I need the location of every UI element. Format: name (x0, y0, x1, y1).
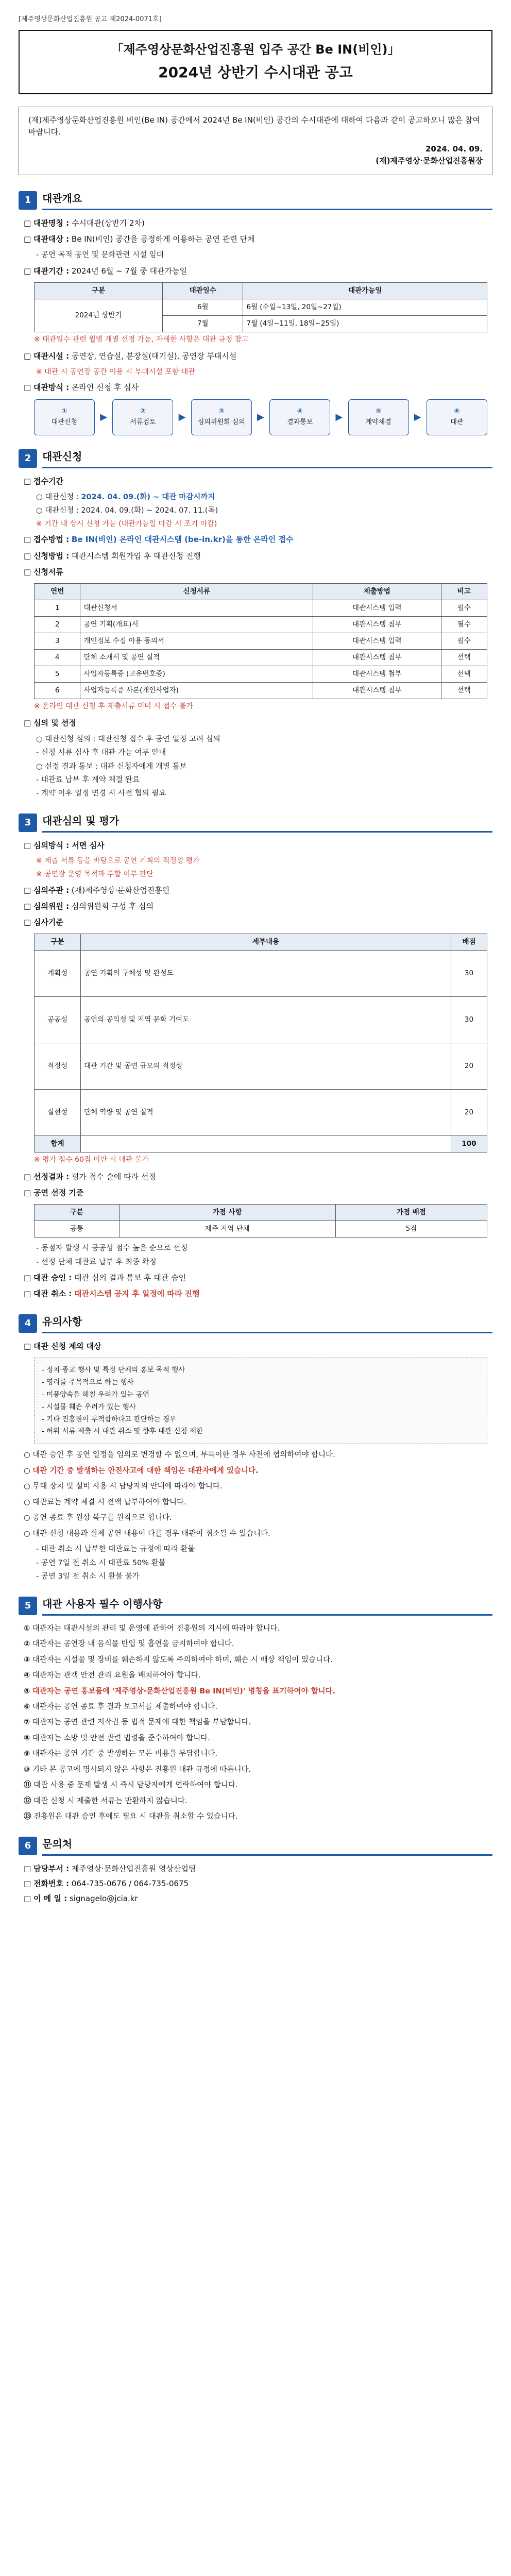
table-row: 1 대관신청서 대관시스템 입력 필수 (35, 600, 487, 617)
list-item: ○ 대관료는 계약 체결 시 전액 납부하여야 합니다. (24, 1498, 186, 1506)
arrow-right-icon: ▶ (257, 411, 264, 422)
s2-sub: ○ 선정 결과 통보 : 대관 신청자에게 개별 통보 (36, 762, 187, 771)
venue-note: ※ 대관 시 공연장 공간 이용 시 부대시설 포함 대관 (36, 367, 195, 376)
list-item: ⑦ 대관자는 공연 관련 저작권 등 법적 문제에 대한 책임을 부담합니다. (24, 1718, 251, 1727)
criteria-footer: ※ 평가 점수 60점 미만 시 대관 불가 (34, 1156, 149, 1164)
s3-row: □ 심의주관 : (재)제주영상·문화산업진흥원 (24, 885, 170, 895)
contact-row: □ 이 메 일 : signagelo@jcia.kr (24, 1894, 138, 1904)
criteria-table: 구분 세부내용 배점 계획성 공연 기획의 구체성 및 완성도 30 공공성 공연의 공익성 및 지역 문화 기여도 30 적정성 대관 기간 및 공연 규모의 적정성 20 실현성 단체 역량 및 공연 실적 20 합계 100 (34, 934, 487, 1153)
s2-sub: ○ 대관신청 심의 : 대관신청 접수 후 공연 일정 고려 심의 (36, 735, 220, 743)
list-item: ○ 대관 기간 중 발생하는 안전사고에 대한 책임은 대관자에게 있습니다. (24, 1466, 259, 1475)
section-5-header (19, 1596, 492, 1616)
period-note: ※ 대관일수 관련 월별 개별 선정 가능, 자세한 사항은 대관 규정 참고 (34, 335, 249, 344)
s4-row: □ 대관 신청 제외 대상 (24, 1341, 101, 1351)
s3-row: □ 대관 취소 : 대관시스템 공지 후 일정에 따라 진행 (24, 1289, 200, 1299)
caution-item: - 허위 서류 제출 시 대관 취소 및 향후 대관 신청 제한 (42, 1427, 203, 1436)
table-row: 3 개인정보 수집 이용 동의서 대관시스템 입력 필수 (35, 633, 487, 649)
s1-row: □ 대관방식 : 온라인 신청 후 심사 (24, 383, 139, 393)
list-item: ⑤ 대관자는 공연 홍보물에 '제주영상·문화산업진흥원 Be IN(비인)' 명칭을 표기하여야 합니다. (24, 1687, 336, 1696)
section-number: 6 (19, 1837, 37, 1855)
bonus-table-wrap (34, 1204, 487, 1238)
s2-sub: - 계약 이후 일정 변경 시 사전 협의 필요 (36, 789, 166, 798)
list-item: ⑧ 대관자는 소방 및 안전 관련 법령을 준수하여야 합니다. (24, 1734, 210, 1742)
flow-step: ⑤ 계약체결 (348, 399, 409, 435)
list-item: ⑨ 대관자는 공연 기간 중 발생하는 모든 비용을 부담합니다. (24, 1750, 217, 1758)
caution-item: - 정치·종교 행사 및 특정 단체의 홍보 목적 행사 (42, 1365, 185, 1374)
s2-sub: - 대관료 납부 후 계약 체결 완료 (36, 776, 140, 784)
contact-row: □ 담당부서 : 제주영상·문화산업진흥원 영상산업팀 (24, 1863, 196, 1873)
table-row: 2 공연 기획(개요)서 대관시스템 첨부 필수 (35, 617, 487, 633)
flow-step: ④ 결과통보 (269, 399, 330, 435)
arrow-right-icon: ▶ (178, 411, 186, 422)
table-row: 2024년 상반기 6월 6월 (수일~13일, 20일~27일) (35, 299, 487, 315)
title-line-1: 「제주영상문화산업진흥원 입주 공간 Be IN(비인)」 (111, 42, 400, 57)
s4-sub: - 공연 7일 전 취소 시 대관료 50% 환불 (36, 1558, 166, 1567)
list-item: ○ 무대 장치 및 설비 사용 시 담당자의 안내에 따라야 합니다. (24, 1482, 223, 1491)
intro-text: (재)제주영상문화산업진흥원 비인(Be IN) 공간에서 2024년 Be IN(비인) 공간의 수시대관에 대하여 다음과 같이 공고하오니 많은 참여 바랍니다. (28, 115, 480, 137)
list-item: ⑪ 대관 사용 중 문제 발생 시 즉시 담당자에게 연락하여야 합니다. (24, 1781, 238, 1790)
list-item: ○ 대관 승인 후 공연 일정을 임의로 변경할 수 없으며, 부득이한 경우 사전에 협의하여야 합니다. (24, 1451, 335, 1460)
s3-row: □ 심의방식 : 서면 심사 (24, 840, 105, 850)
list-item: ⑥ 대관자는 공연 종료 후 결과 보고서를 제출하여야 합니다. (24, 1702, 217, 1711)
arrow-right-icon: ▶ (414, 411, 421, 422)
table-row: 6 사업자등록증 사본(개인사업자) 대관시스템 첨부 선택 (35, 682, 487, 699)
list-item: ② 대관자는 공연장 내 음식물 반입 및 흡연을 금지하여야 합니다. (24, 1640, 234, 1649)
flow-step: ⑥ 대관 (427, 399, 487, 435)
s3-note: ※ 공연장 운영 목적과 부합 여부 판단 (36, 870, 154, 878)
s3-row: □ 심의위원 : 심의위원회 구성 후 심의 (24, 901, 154, 911)
contact-block (19, 1863, 492, 1905)
section-title: 대관개요 (42, 191, 492, 210)
intro-box (19, 107, 492, 175)
list-item: ④ 대관자는 관객 안전 관리 요원을 배치하여야 합니다. (24, 1671, 201, 1680)
s1-sub: - 공연 목적 공연 및 문화관련 시설 임대 (36, 251, 164, 260)
section-number: 1 (19, 191, 37, 210)
list-item: ③ 대관자는 시설물 및 장비를 훼손하지 않도록 주의하여야 하며, 훼손 시 배상 책임이 있습니다. (24, 1655, 333, 1664)
intro-org: (재)제주영상·문화산업진흥원장 (376, 156, 483, 166)
s4-sub: - 공연 3일 전 취소 시 환불 불가 (36, 1572, 140, 1581)
s2-sub: ○ 대관신청 : 2024. 04. 09.(화) ~ 대관 마감시까지 (36, 493, 215, 501)
list-item: ⑫ 대관 신청 시 제출한 서류는 반환하지 않습니다. (24, 1797, 188, 1805)
s2-row: □ 신청서류 (24, 567, 63, 577)
section-4-header (19, 1314, 492, 1333)
table-row: 계획성 공연 기획의 구체성 및 완성도 30 (35, 951, 487, 997)
list-item: ○ 공연 종료 후 원상 복구를 원칙으로 합니다. (24, 1514, 172, 1522)
announcement-number: [제주영상문화산업진흥원 공고 제2024-0071호] (19, 15, 162, 23)
section-2-header (19, 449, 492, 468)
s4-sub: - 대관 취소 시 납부한 대관료는 규정에 따라 환불 (36, 1545, 195, 1554)
s2-sub: - 신청 서류 심사 후 대관 가능 여부 안내 (36, 749, 166, 757)
s3-row: □ 대관 승인 : 대관 심의 결과 통보 후 대관 승인 (24, 1273, 186, 1283)
section-6-header (19, 1836, 492, 1856)
table-row: 합계 100 (35, 1136, 487, 1153)
flow-step: ③ 심의위원회 심의 (191, 399, 252, 435)
title-box (19, 30, 492, 94)
s3-note: ※ 제출 서류 등을 바탕으로 공연 기획의 적정성 평가 (36, 857, 200, 866)
s1-row: □ 대관명칭 : 수시대관(상반기 2차) (24, 218, 145, 228)
table-row: 공공성 공연의 공익성 및 지역 문화 기여도 30 (35, 997, 487, 1043)
table-row: 7월 7월 (4일~11일, 18일~25일) (35, 315, 487, 332)
caution-item: - 기타 진흥원이 부적합하다고 판단하는 경우 (42, 1415, 177, 1423)
section-title: 대관신청 (42, 449, 492, 468)
process-flow (34, 399, 487, 435)
section-number: 3 (19, 814, 37, 832)
title-line-2: 2024년 상반기 수시대관 공고 (158, 64, 353, 81)
s2-note: ※ 온라인 대관 신청 후 제출서류 미비 시 접수 불가 (34, 702, 193, 710)
section-number: 4 (19, 1314, 37, 1333)
docs-table: 연번 신청서류 제출방법 비고 1 대관신청서 대관시스템 입력 필수 2 공연 기획(개요)서 대관시스템 첨부 필수 3 개인정보 수집 이용 동의서 대관시스템 입력 필수 4 단체 소개서 및 공연 실적 대관시스템 첨부 선택 5 사업자등록증 (고유번호증) 대관시스템 첨부 선택 6 사업자등록증 사본(개인사업자) 대관시스템 첨부 선택 (34, 583, 487, 699)
s2-row: □ 심의 및 선정 (24, 718, 76, 728)
section-title: 대관심의 및 평가 (42, 813, 492, 833)
s3-row: □ 심사기준 (24, 918, 63, 927)
s3-row: □ 선정결과 : 평가 점수 순에 따라 선정 (24, 1172, 156, 1181)
caution-item: - 시설물 훼손 우려가 있는 행사 (42, 1402, 136, 1411)
s1-row: □ 대관시설 : 공연장, 연습실, 분장실(대기실), 공연장 부대시설 (24, 351, 237, 361)
table-row: 5 사업자등록증 (고유번호증) 대관시스템 첨부 선택 (35, 666, 487, 682)
intro-date: 2024. 04. 09. (425, 144, 483, 154)
list-item: ① 대관자는 대관시설의 관리 및 운영에 관하여 진흥원의 지시에 따라야 합니다. (24, 1624, 280, 1633)
flow-step: ① 대관신청 (34, 399, 95, 435)
s3-row: □ 공연 선정 기준 (24, 1188, 84, 1198)
contact-row: □ 전화번호 : 064-735-0676 / 064-735-0675 (24, 1878, 189, 1888)
table-row: 실현성 단체 역량 및 공연 실적 20 (35, 1090, 487, 1136)
arrow-right-icon: ▶ (335, 411, 343, 422)
table-row: 4 단체 소개서 및 공연 실적 대관시스템 첨부 선택 (35, 649, 487, 666)
list-item: ⑩ 기타 본 공고에 명시되지 않은 사항은 진흥원 대관 규정에 따릅니다. (24, 1765, 251, 1774)
arrow-right-icon: ▶ (100, 411, 108, 422)
flow-step: ② 서류검토 (112, 399, 173, 435)
caution-box (34, 1358, 487, 1445)
bonus-table: 구분 가점 사항 가점 배점 공통 제주 지역 단체 5점 (34, 1204, 487, 1238)
table-row: 공통 제주 지역 단체 5점 (35, 1221, 487, 1238)
list-item: ⑬ 진흥원은 대관 승인 후에도 필요 시 대관을 취소할 수 있습니다. (24, 1812, 238, 1821)
section-number: 2 (19, 449, 37, 468)
section-1-header (19, 191, 492, 210)
s3-sub: - 선정 단체 대관료 납부 후 최종 확정 (36, 1258, 157, 1266)
caution-item: - 영리를 주목적으로 하는 행사 (42, 1378, 134, 1386)
s2-row: □ 신청방법 : 대관시스템 회원가입 후 대관신청 진행 (24, 551, 201, 561)
section-title: 대관 사용자 필수 이행사항 (42, 1596, 492, 1616)
s2-note: ※ 기간 내 상시 신청 가능 (대관가능일 마감 시 조기 마감) (36, 519, 217, 528)
section-3-header (19, 813, 492, 833)
docs-table-wrap (34, 583, 487, 712)
email-link[interactable]: signagelo@jcia.kr (69, 1894, 138, 1904)
s2-row: □ 접수기간 (24, 476, 63, 486)
table-row: 적정성 대관 기간 및 공연 규모의 적정성 20 (35, 1043, 487, 1090)
s3-sub: - 동점자 발생 시 공공성 점수 높은 순으로 선정 (36, 1244, 188, 1253)
caution-item: - 미풍양속을 해칠 우려가 있는 공연 (42, 1390, 149, 1399)
period-table-wrap (34, 282, 487, 345)
criteria-table-wrap (34, 934, 487, 1166)
s2-row: □ 접수방법 : Be IN(비인) 온라인 대관시스템 (be-in.kr)을 통한 온라인 접수 (24, 535, 294, 545)
section-number: 5 (19, 1597, 37, 1615)
section-title: 문의처 (42, 1836, 492, 1856)
s1-row: □ 대관대상 : Be IN(비인) 공간을 공정하게 이용하는 공연 관련 단체 (24, 234, 255, 244)
s2-sub: ○ 대관신청 : 2024. 04. 09.(화) ~ 2024. 07. 11.(목) (36, 506, 218, 515)
s1-row: □ 대관기간 : 2024년 6월 ~ 7월 중 대관가능일 (24, 266, 188, 276)
section-title: 유의사항 (42, 1314, 492, 1333)
list-item: ○ 대관 신청 내용과 실제 공연 내용이 다를 경우 대관이 취소될 수 있습니다. (24, 1529, 270, 1538)
period-table: 구분 대관일수 대관가능일 2024년 상반기 6월 6월 (수일~13일, 20일~27일) 7월 7월 (4일~11일, 18일~25일) (34, 282, 487, 332)
